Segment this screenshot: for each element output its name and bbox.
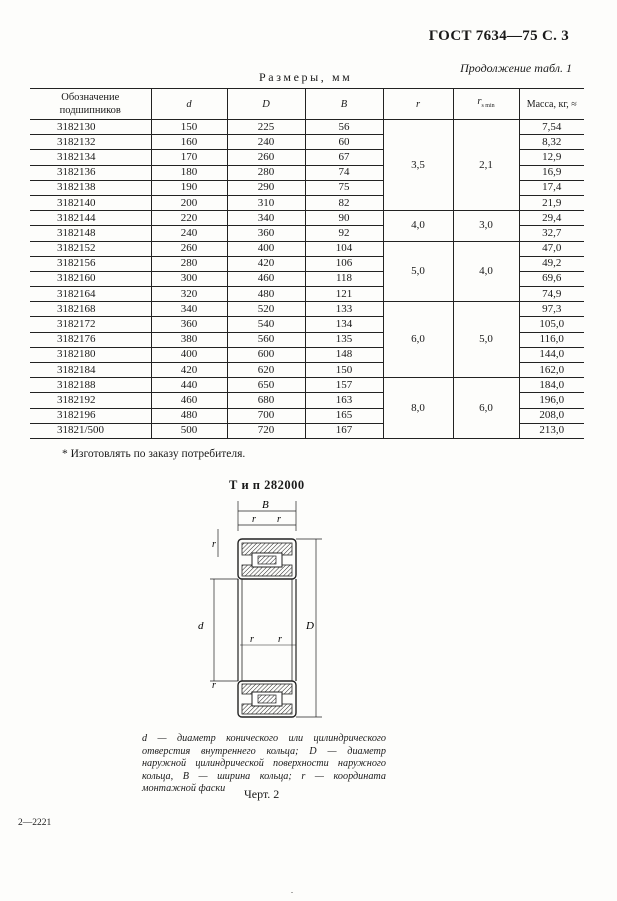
cell-bearing: 3182196	[30, 408, 151, 423]
cell-d: 190	[151, 180, 227, 195]
cell-mass: 144,0	[519, 347, 584, 362]
cell-d: 240	[151, 226, 227, 241]
cell-bearing: 31821/500	[30, 423, 151, 438]
cell-bearing: 3182192	[30, 393, 151, 408]
cell-D: 310	[227, 195, 305, 210]
cell-B: 60	[305, 135, 383, 150]
cell-B: 74	[305, 165, 383, 180]
cell-B: 135	[305, 332, 383, 347]
cell-bearing: 3182180	[30, 347, 151, 362]
dim-label-r-bottom-left: r	[212, 680, 216, 691]
cell-d: 480	[151, 408, 227, 423]
cell-mass: 69,6	[519, 271, 584, 286]
cell-bearing: 3182140	[30, 195, 151, 210]
cell-r: 4,0	[383, 211, 453, 241]
cell-D: 540	[227, 317, 305, 332]
cell-mass: 74,9	[519, 287, 584, 302]
table-row	[30, 211, 584, 226]
figure-type-label: Т и п 282000	[229, 478, 305, 492]
cell-d: 170	[151, 150, 227, 165]
column-header-r: r	[383, 89, 453, 120]
cell-B: 133	[305, 302, 383, 317]
cell-D: 225	[227, 120, 305, 135]
cell-D: 520	[227, 302, 305, 317]
dim-label-r-right: r	[277, 514, 281, 525]
cell-mass: 16,9	[519, 165, 584, 180]
cell-mass: 184,0	[519, 378, 584, 393]
cell-d: 260	[151, 241, 227, 256]
cell-bearing: 3182138	[30, 180, 151, 195]
cell-B: 134	[305, 317, 383, 332]
page-header-title: ГОСТ 7634—75 С. 3	[428, 28, 569, 44]
cell-B: 118	[305, 271, 383, 286]
column-header-B: B	[305, 89, 383, 120]
cell-rs-min: 6,0	[453, 378, 519, 439]
cell-D: 340	[227, 211, 305, 226]
figure-legend: d — диаметр конического или цилиндрического отверстия внутреннего кольца; D — диаметр наружной цилиндрической поверхности наружного кольца, B — ширина кольца; r — координата монтажной фаски	[142, 733, 386, 794]
cell-d: 380	[151, 332, 227, 347]
bottom-mark: .	[291, 886, 293, 895]
cell-d: 280	[151, 256, 227, 271]
cell-mass: 21,9	[519, 195, 584, 210]
cell-bearing: 3182132	[30, 135, 151, 150]
cell-D: 360	[227, 226, 305, 241]
cell-D: 280	[227, 165, 305, 180]
cell-B: 106	[305, 256, 383, 271]
cell-rs-min: 5,0	[453, 302, 519, 378]
cell-d: 340	[151, 302, 227, 317]
table-row	[30, 241, 584, 256]
cell-r: 3,5	[383, 120, 453, 211]
cell-bearing: 3182176	[30, 332, 151, 347]
cell-B: 90	[305, 211, 383, 226]
cell-bearing: 3182136	[30, 165, 151, 180]
cell-mass: 12,9	[519, 150, 584, 165]
cell-bearing: 3182152	[30, 241, 151, 256]
dim-label-d: d	[198, 620, 204, 632]
cell-bearing: 3182172	[30, 317, 151, 332]
cell-r: 8,0	[383, 378, 453, 439]
cell-mass: 97,3	[519, 302, 584, 317]
cell-D: 560	[227, 332, 305, 347]
cell-B: 82	[305, 195, 383, 210]
cell-bearing: 3182130	[30, 120, 151, 135]
cell-mass: 7,54	[519, 120, 584, 135]
column-header-mass: Масса, кг, ≈	[519, 89, 584, 120]
cell-d: 460	[151, 393, 227, 408]
cell-bearing: 3182168	[30, 302, 151, 317]
cell-B: 92	[305, 226, 383, 241]
cell-d: 400	[151, 347, 227, 362]
cell-D: 480	[227, 287, 305, 302]
dim-label-r-mid-left: r	[250, 634, 254, 645]
figure-label: Черт. 2	[244, 787, 280, 801]
cell-B: 167	[305, 423, 383, 438]
cell-mass: 49,2	[519, 256, 584, 271]
cell-D: 240	[227, 135, 305, 150]
cell-B: 148	[305, 347, 383, 362]
dim-label-r-top-left: r	[212, 539, 216, 550]
cell-B: 150	[305, 363, 383, 378]
cell-rs-min: 2,1	[453, 120, 519, 211]
cell-rs-min: 4,0	[453, 241, 519, 302]
cell-D: 680	[227, 393, 305, 408]
cell-mass: 105,0	[519, 317, 584, 332]
table-row	[30, 302, 584, 317]
cell-d: 220	[151, 211, 227, 226]
table-row	[30, 378, 584, 393]
cell-B: 165	[305, 408, 383, 423]
cell-bearing: 3182144	[30, 211, 151, 226]
cell-D: 420	[227, 256, 305, 271]
cell-mass: 47,0	[519, 241, 584, 256]
cell-bearing: 3182160	[30, 271, 151, 286]
cell-D: 700	[227, 408, 305, 423]
cell-d: 440	[151, 378, 227, 393]
cell-mass: 32,7	[519, 226, 584, 241]
dim-label-D: D	[306, 620, 314, 632]
cell-d: 420	[151, 363, 227, 378]
column-header-D: D	[227, 89, 305, 120]
cell-d: 500	[151, 423, 227, 438]
cell-B: 121	[305, 287, 383, 302]
cell-mass: 17,4	[519, 180, 584, 195]
cell-D: 620	[227, 363, 305, 378]
table-row	[30, 120, 584, 135]
cell-D: 720	[227, 423, 305, 438]
cell-D: 650	[227, 378, 305, 393]
cell-mass: 162,0	[519, 363, 584, 378]
table-caption: Размеры, мм	[259, 70, 353, 84]
cell-B: 67	[305, 150, 383, 165]
bearing-drawing	[190, 495, 330, 725]
cell-d: 320	[151, 287, 227, 302]
cell-B: 163	[305, 393, 383, 408]
cell-bearing: 3182184	[30, 363, 151, 378]
cell-mass: 208,0	[519, 408, 584, 423]
cell-mass: 8,32	[519, 135, 584, 150]
cell-B: 104	[305, 241, 383, 256]
cell-d: 180	[151, 165, 227, 180]
dim-label-r-left: r	[252, 514, 256, 525]
cell-d: 150	[151, 120, 227, 135]
table-continuation-note: Продолжение табл. 1	[460, 61, 572, 75]
column-header-bearing: Обозначение подшипников	[30, 89, 151, 120]
cell-bearing: 3182148	[30, 226, 151, 241]
cell-d: 360	[151, 317, 227, 332]
dim-label-B: B	[262, 499, 269, 511]
cell-mass: 29,4	[519, 211, 584, 226]
cell-B: 56	[305, 120, 383, 135]
cell-D: 260	[227, 150, 305, 165]
table-body	[30, 120, 584, 439]
cell-d: 300	[151, 271, 227, 286]
cell-bearing: 3182156	[30, 256, 151, 271]
footnote: * Изготовлять по заказу потребителя.	[62, 448, 246, 460]
cell-mass: 196,0	[519, 393, 584, 408]
bearing-dimensions-table	[30, 88, 584, 439]
print-code: 2—2221	[18, 818, 52, 828]
cell-r: 5,0	[383, 241, 453, 302]
cell-B: 157	[305, 378, 383, 393]
cell-B: 75	[305, 180, 383, 195]
column-header-d: d	[151, 89, 227, 120]
cell-d: 160	[151, 135, 227, 150]
cell-mass: 213,0	[519, 423, 584, 438]
cell-d: 200	[151, 195, 227, 210]
cell-D: 600	[227, 347, 305, 362]
cell-mass: 116,0	[519, 332, 584, 347]
cell-bearing: 3182164	[30, 287, 151, 302]
cell-r: 6,0	[383, 302, 453, 378]
cell-D: 290	[227, 180, 305, 195]
column-header-rs-min: $r_{s min}$	[453, 89, 519, 120]
cell-D: 460	[227, 271, 305, 286]
cell-bearing: 3182188	[30, 378, 151, 393]
cell-bearing: 3182134	[30, 150, 151, 165]
dim-label-r-mid-right: r	[278, 634, 282, 645]
cell-D: 400	[227, 241, 305, 256]
cell-rs-min: 3,0	[453, 211, 519, 241]
